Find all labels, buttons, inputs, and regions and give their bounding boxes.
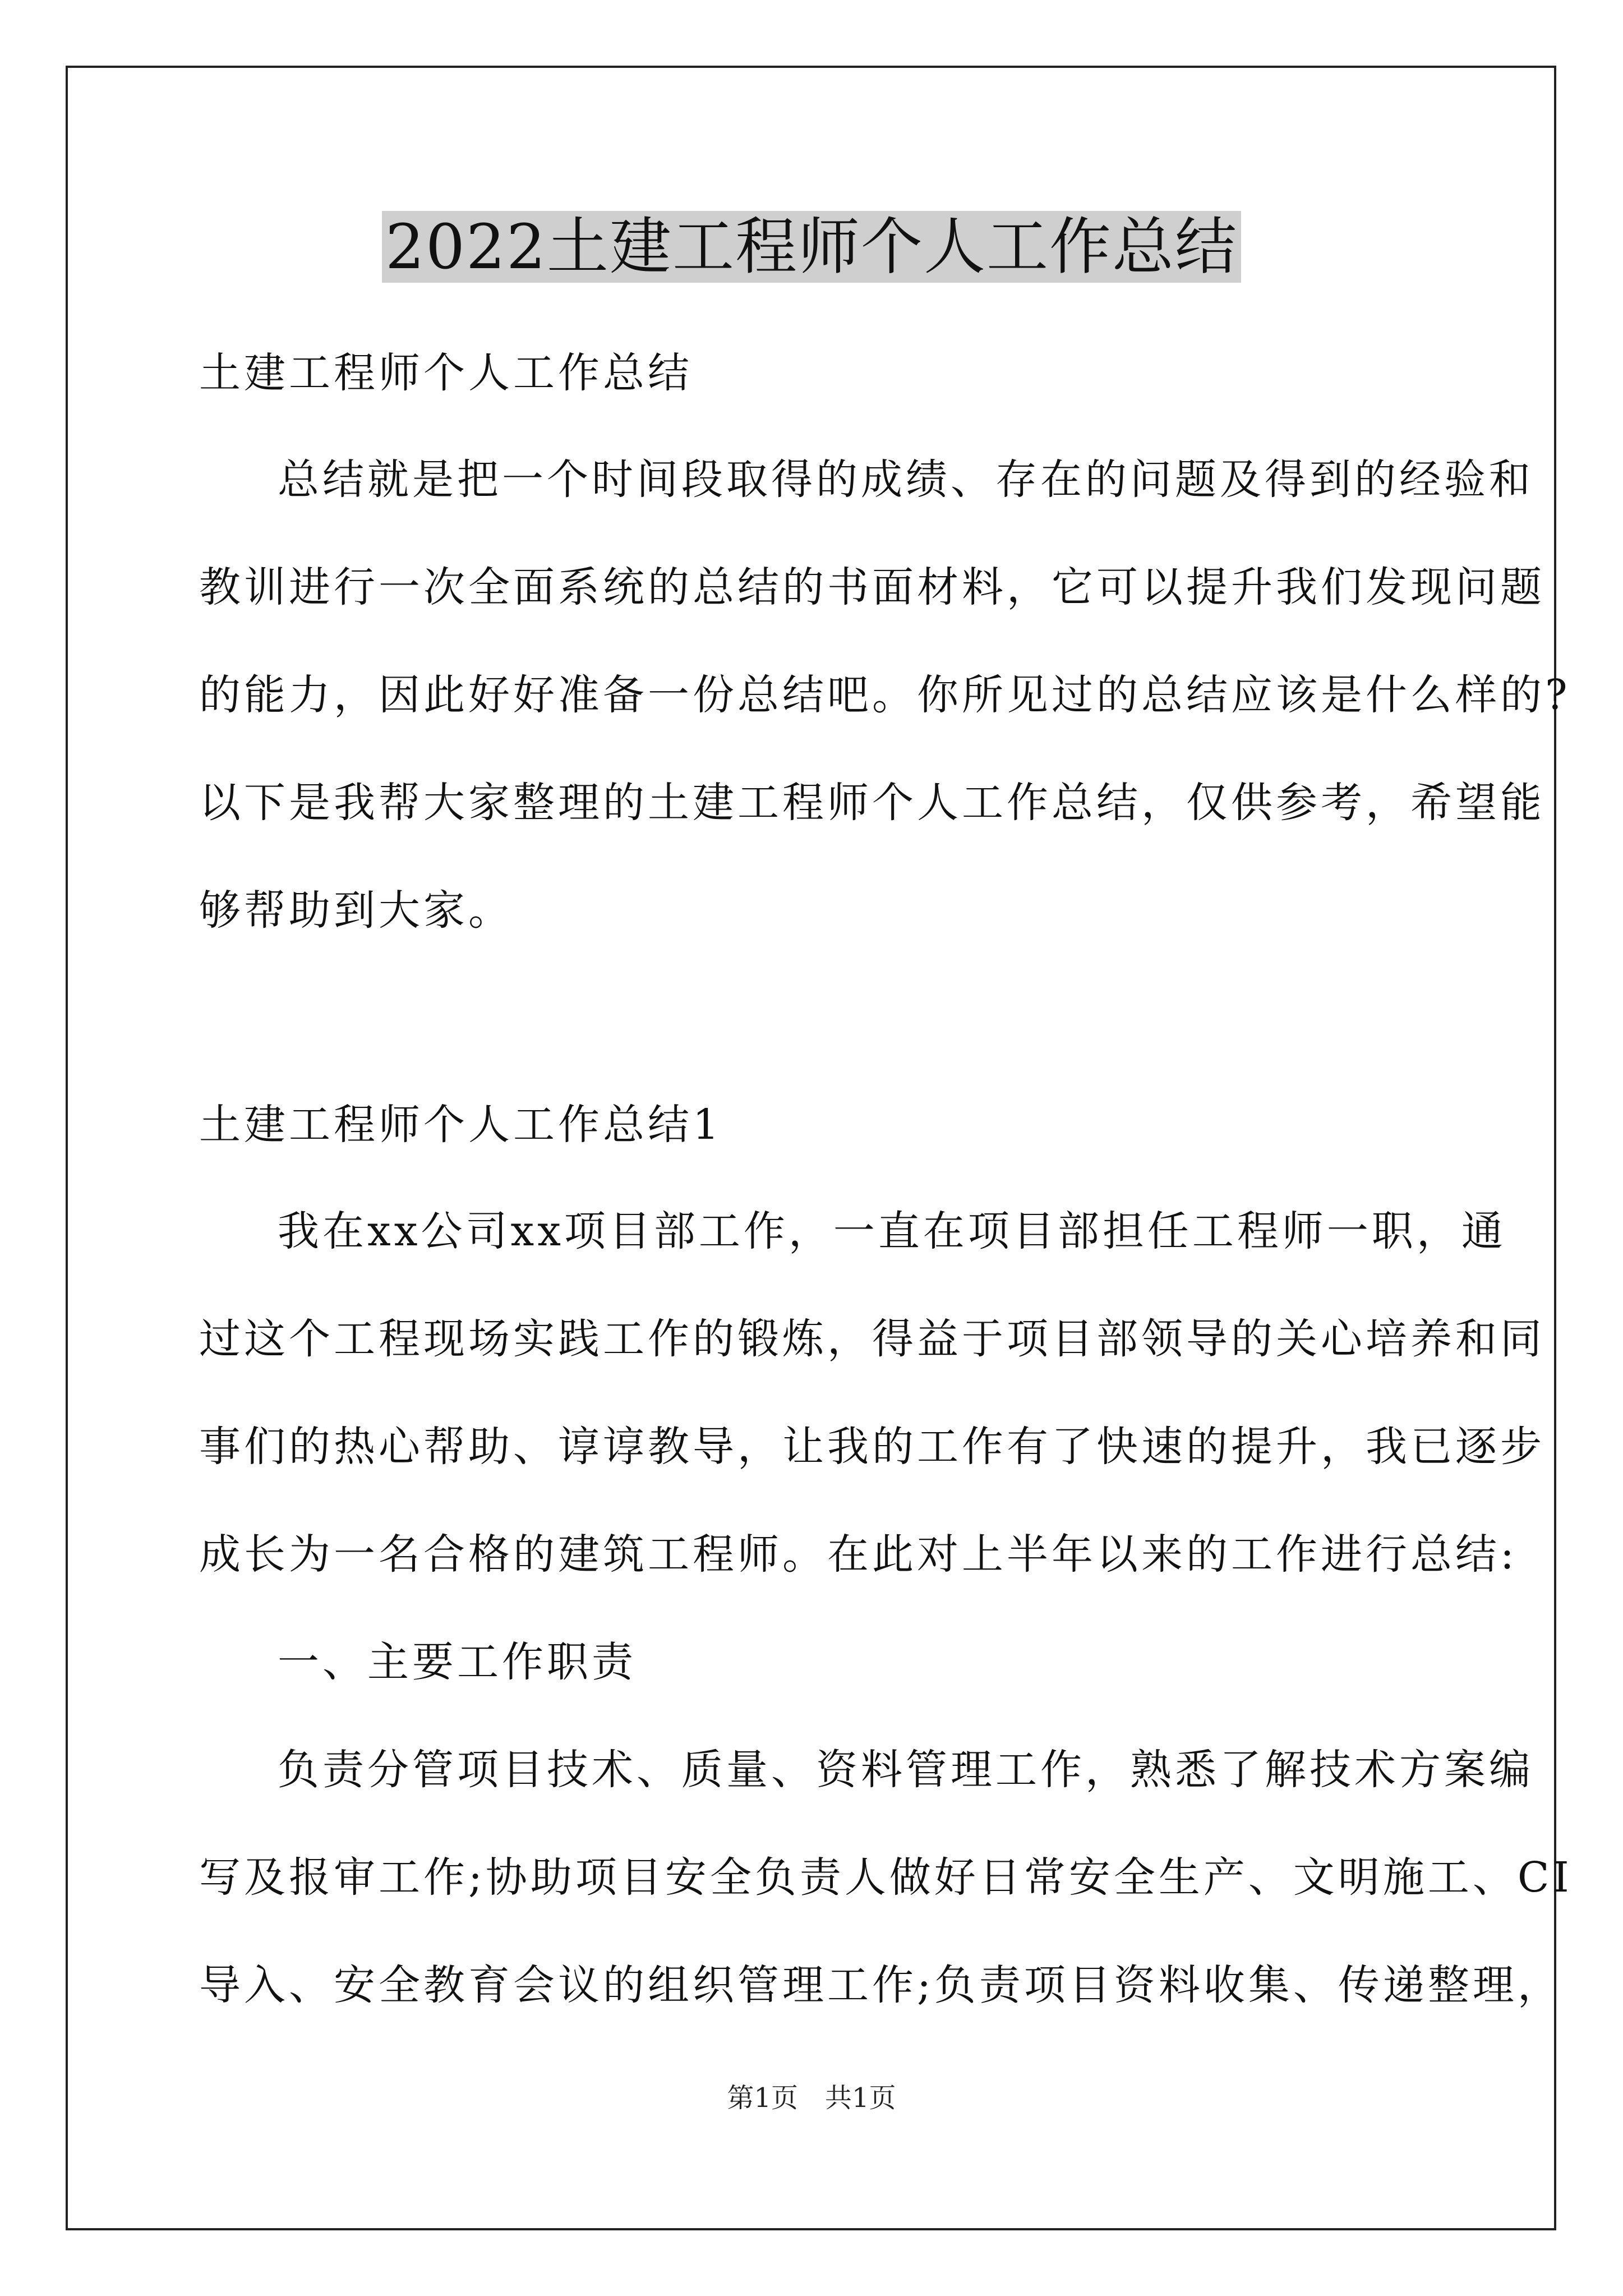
paragraph-line: 负责分管项目技术、质量、资料管理工作，熟悉了解技术方案编 [278, 1746, 1534, 1794]
paragraph-line: 教训进行一次全面系统的总结的书面材料，它可以提升我们发现问题 [199, 563, 1545, 611]
paragraph-line: 事们的热心帮助、谆谆教导，让我的工作有了快速的提升，我已逐步 [199, 1423, 1545, 1471]
paragraph-line: 过这个工程现场实践工作的锻炼，得益于项目部领导的关心培养和同 [199, 1315, 1545, 1363]
paragraph-line: 写及报审工作;协助项目安全负责人做好日常安全生产、文明施工、CI [199, 1853, 1573, 1902]
paragraph-line: 的能力，因此好好准备一份总结吧。你所见过的总结应该是什么样的? [199, 671, 1571, 719]
paragraph-line: 我在xx公司xx项目部工作，一直在项目部担任工程师一职，通 [278, 1207, 1506, 1255]
paragraph-line: 导入、安全教育会议的组织管理工作;负责项目资料收集、传递整理， [199, 1961, 1562, 2009]
document-title [0, 202, 1623, 292]
page-footer: 第1页 共1页 [727, 2082, 896, 2114]
document-title-text: 2022土建工程师个人工作总结 [382, 211, 1241, 283]
paragraph-line: 以下是我帮大家整理的土建工程师个人工作总结，仅供参考，希望能 [199, 779, 1545, 827]
paragraph-line: 够帮助到大家。 [199, 886, 513, 935]
section-heading: 土建工程师个人工作总结 [199, 349, 693, 397]
paragraph-line: 总结就是把一个时间段取得的成绩、存在的问题及得到的经验和 [278, 455, 1534, 504]
section-heading: 土建工程师个人工作总结1 [199, 1101, 723, 1149]
subsection-heading: 一、主要工作职责 [278, 1638, 637, 1686]
paragraph-line: 成长为一名合格的建筑工程师。在此对上半年以来的工作进行总结: [199, 1530, 1518, 1579]
